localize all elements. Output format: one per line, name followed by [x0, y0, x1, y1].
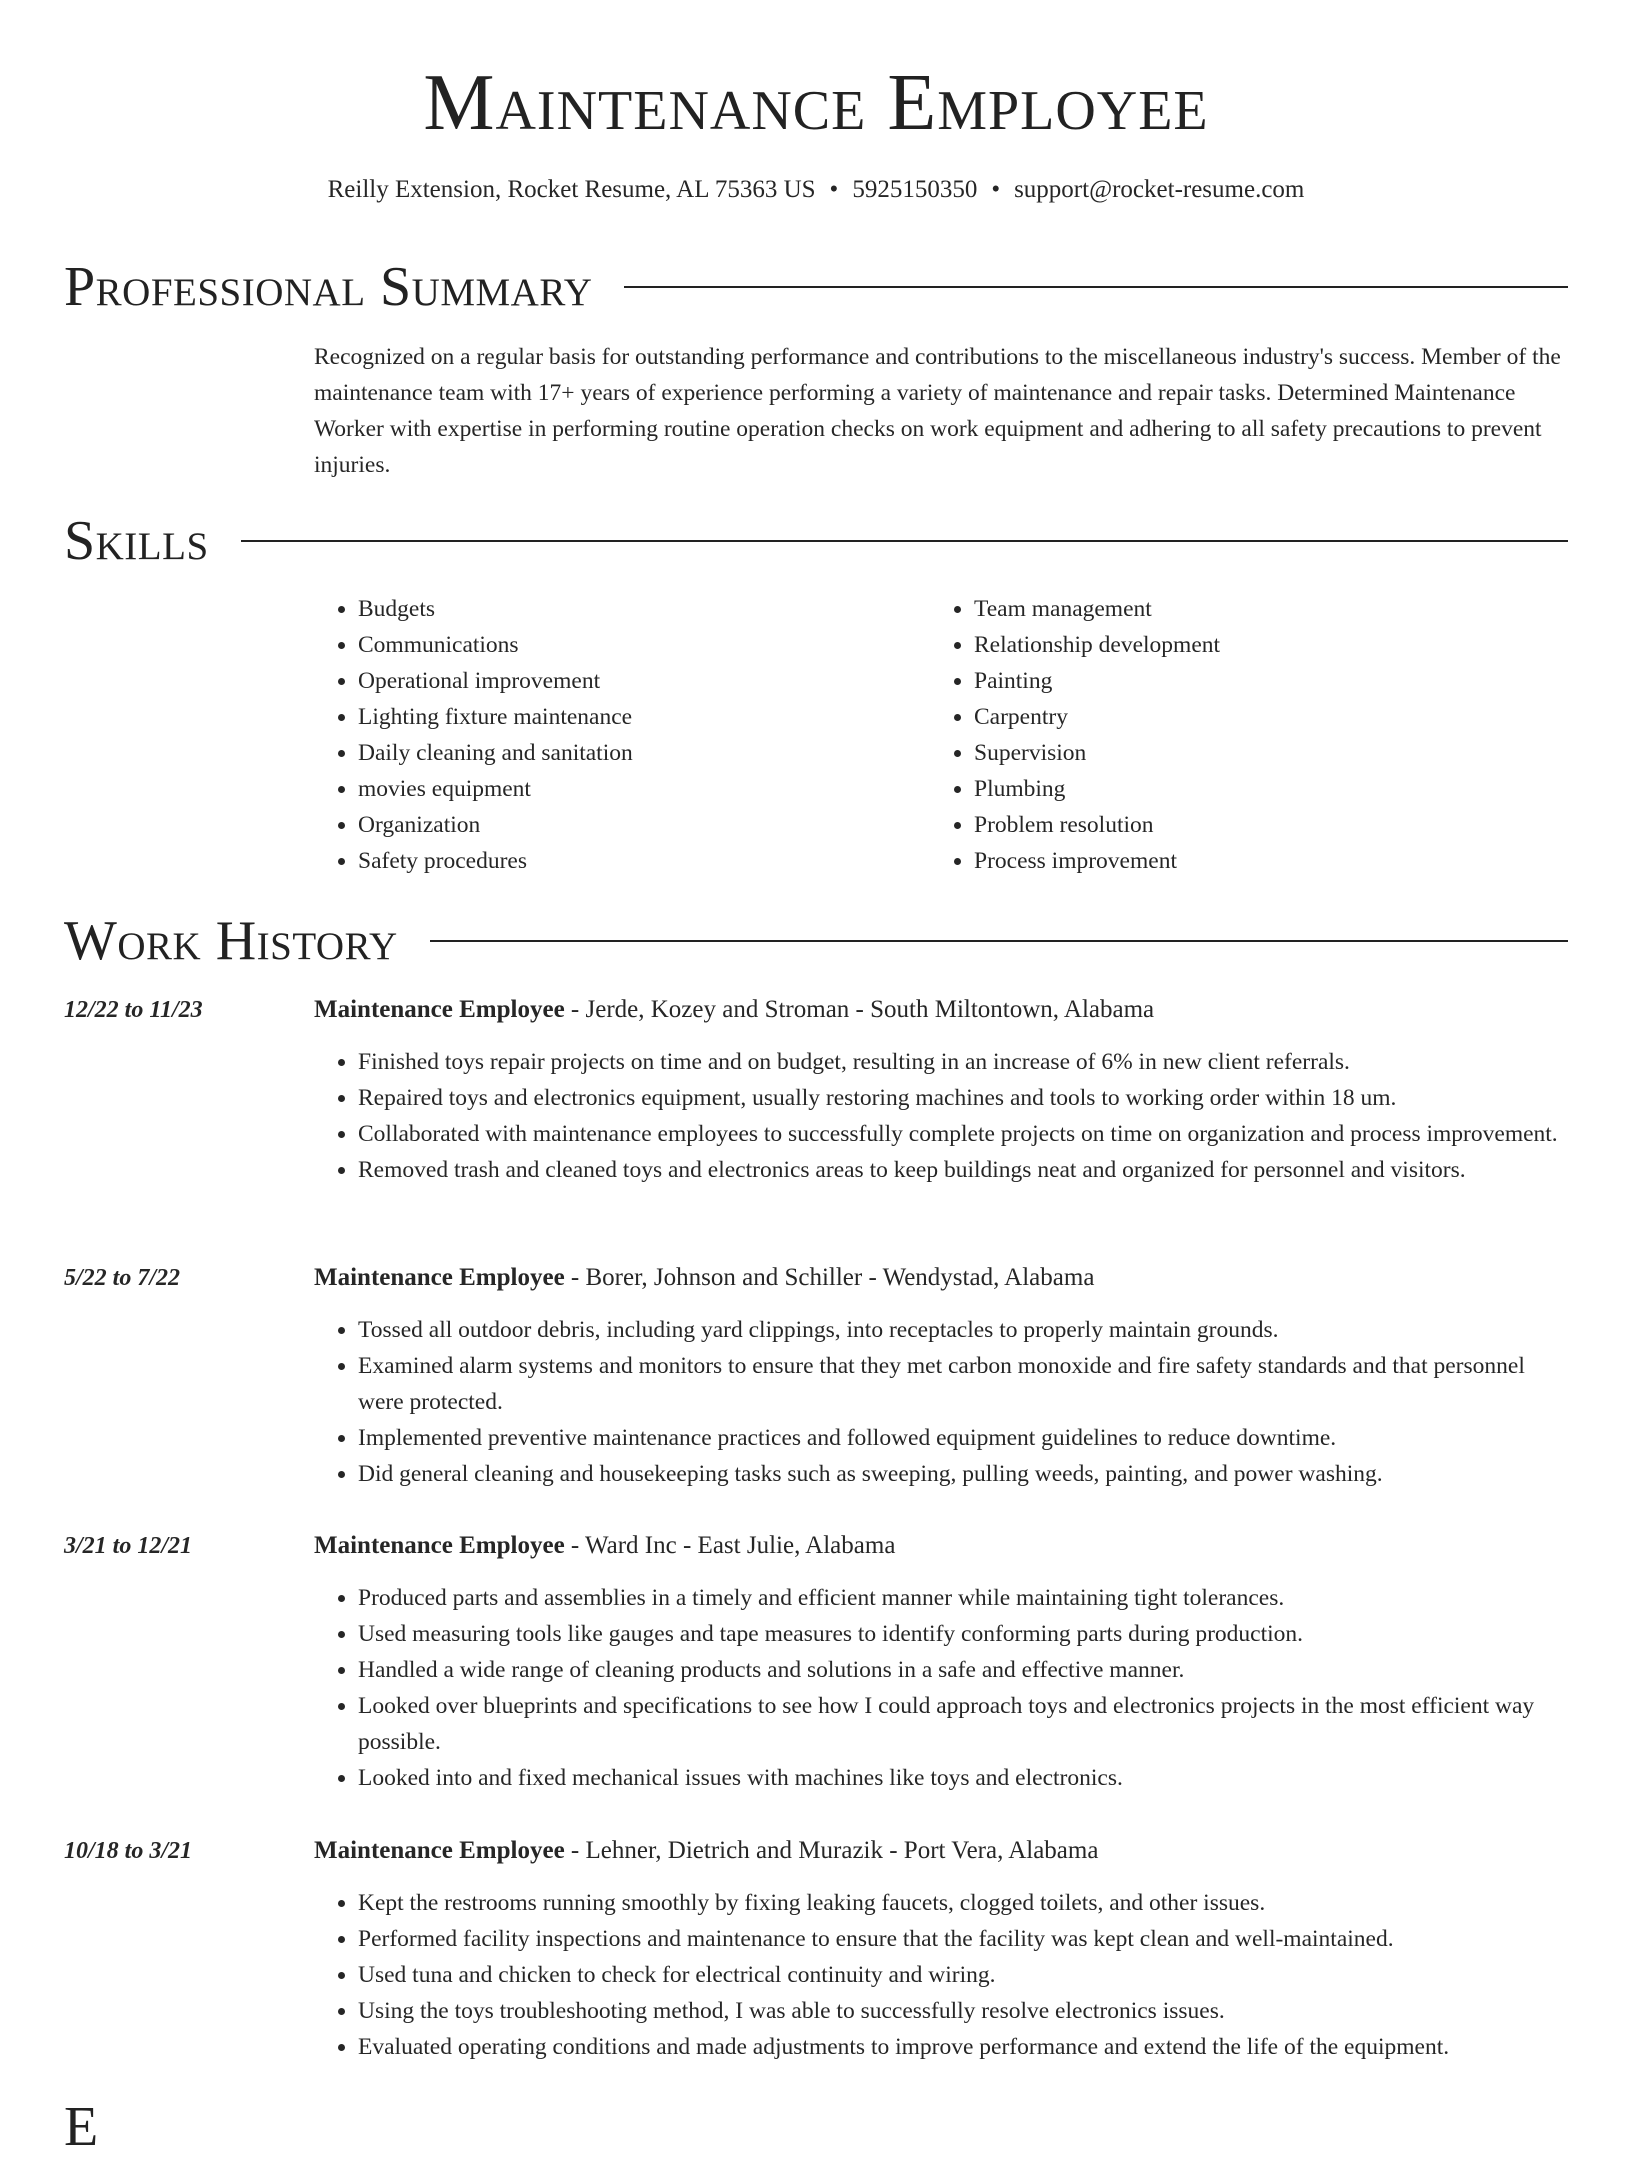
skill-item: • Budgets	[358, 591, 930, 627]
job-bullets	[314, 1044, 1574, 1188]
skill-item: • Plumbing	[974, 771, 1546, 807]
job-bullets	[314, 1580, 1574, 1796]
job-title-line	[314, 992, 1574, 1028]
job-title-line	[314, 1528, 1574, 1564]
section-title-work-history: Work History	[64, 910, 398, 972]
job-bullet: • Collaborated with maintenance employees to successfully complete projects on time on organization and process improvement.	[358, 1116, 1574, 1152]
job-title: Maintenance Employee	[314, 996, 565, 1023]
summary-section-header	[64, 254, 1568, 320]
job-title-line	[314, 1260, 1574, 1296]
skill-item: • Relationship development	[974, 627, 1546, 663]
job-bullet: • Examined alarm systems and monitors to ensure that they met carbon monoxide and fire safety standards and that personnel were protected.	[358, 1348, 1574, 1420]
contact-separator: •	[991, 176, 1001, 203]
section-divider	[241, 540, 1568, 542]
skill-item: • Communications	[358, 627, 930, 663]
job-dates: 12/22 to 11/23	[64, 997, 203, 1023]
job-bullet: • Implemented preventive maintenance practices and followed equipment guidelines to reduce downtime.	[358, 1420, 1574, 1456]
skill-item: • Organization	[358, 807, 930, 843]
contact-phone: 5925150350	[852, 176, 978, 203]
contact-separator: •	[829, 176, 839, 203]
skill-item: • Process improvement	[974, 843, 1546, 879]
skill-item: • Painting	[974, 663, 1546, 699]
job-bullet: • Repaired toys and electronics equipment, usually restoring machines and tools to working order within 18 um.	[358, 1080, 1574, 1116]
resume-name: Maintenance Employee	[423, 59, 1209, 147]
job-bullet: • Looked into and fixed mechanical issues with machines like toys and electronics.	[358, 1760, 1574, 1796]
skills-section-header	[64, 508, 1568, 574]
job-dates: 5/22 to 7/22	[64, 1265, 181, 1291]
job-bullet: • Kept the restrooms running smoothly by fixing leaking faucets, clogged toilets, and other issues.	[358, 1885, 1574, 1921]
job-employer: - Lehner, Dietrich and Murazik - Port Vera, Alabama	[564, 1837, 1099, 1864]
contact-address: Reilly Extension, Rocket Resume, AL 75363 US	[327, 176, 816, 203]
job-bullet: • Produced parts and assemblies in a timely and efficient manner while maintaining tight tolerances.	[358, 1580, 1574, 1616]
job-dates: 3/21 to 12/21	[64, 1533, 193, 1559]
skill-item: • Team management	[974, 591, 1546, 627]
job-employer: - Borer, Johnson and Schiller - Wendystad, Alabama	[564, 1264, 1095, 1291]
work-section-header	[64, 908, 1568, 974]
job-title: Maintenance Employee	[314, 1264, 565, 1291]
skill-item: • Carpentry	[974, 699, 1546, 735]
job-bullet: • Finished toys repair projects on time and on budget, resulting in an increase of 6% in new client referrals.	[358, 1044, 1574, 1080]
job-bullet: • Did general cleaning and housekeeping tasks such as sweeping, pulling weeds, painting, and power washing.	[358, 1456, 1574, 1492]
job-bullet: • Removed trash and cleaned toys and electronics areas to keep buildings neat and organized for personnel and visitors.	[358, 1152, 1574, 1188]
next-section-title-cut: E	[64, 2096, 99, 2158]
skills-column-left	[314, 591, 930, 879]
job-bullet: • Used tuna and chicken to check for electrical continuity and wiring.	[358, 1957, 1574, 1993]
section-divider	[430, 940, 1568, 942]
skill-item: • Supervision	[974, 735, 1546, 771]
skill-item: • Problem resolution	[974, 807, 1546, 843]
section-divider	[624, 286, 1568, 288]
job-bullets	[314, 1885, 1574, 2065]
job-bullet: • Tossed all outdoor debris, including yard clippings, into receptacles to properly maintain grounds.	[358, 1312, 1574, 1348]
skill-item: • Operational improvement	[358, 663, 930, 699]
contact-line	[0, 175, 1632, 205]
job-dates: 10/18 to 3/21	[64, 1838, 193, 1864]
job-title: Maintenance Employee	[314, 1532, 565, 1559]
section-title-summary: Professional Summary	[64, 256, 593, 318]
job-employer: - Jerde, Kozey and Stroman - South Miltontown, Alabama	[564, 996, 1155, 1023]
skill-item: • Daily cleaning and sanitation	[358, 735, 930, 771]
job-title-line	[314, 1833, 1574, 1869]
contact-email[interactable]: support@rocket-resume.com	[1014, 176, 1305, 203]
skill-item: • Lighting fixture maintenance	[358, 699, 930, 735]
job-bullet: • Evaluated operating conditions and made adjustments to improve performance and extend the life of the equipment.	[358, 2029, 1574, 2065]
job-title: Maintenance Employee	[314, 1837, 565, 1864]
job-bullet: • Used measuring tools like gauges and tape measures to identify conforming parts during production.	[358, 1616, 1574, 1652]
job-bullet: • Performed facility inspections and maintenance to ensure that the facility was kept clean and well-maintained.	[358, 1921, 1574, 1957]
skill-item: • movies equipment	[358, 771, 930, 807]
job-employer: - Ward Inc - East Julie, Alabama	[564, 1532, 896, 1559]
job-bullets	[314, 1312, 1574, 1492]
summary-text: Recognized on a regular basis for outstanding performance and contributions to the miscellaneous industry's success. Member of the maintenance team with 17+ years of experience performing a variety of maintenance and repair tasks. Determined Maintenance Worker with expertise in performing routine operation checks on work equipment and adhering to all safety precautions to prevent injuries.	[314, 344, 1561, 478]
job-bullet: • Using the toys troubleshooting method, I was able to successfully resolve electronics issues.	[358, 1993, 1574, 2029]
skill-item: • Safety procedures	[358, 843, 930, 879]
job-bullet: • Looked over blueprints and specifications to see how I could approach toys and electronics projects in the most efficient way possible.	[358, 1688, 1574, 1760]
skills-list	[314, 591, 1574, 879]
section-title-skills: Skills	[64, 510, 209, 572]
job-bullet: • Handled a wide range of cleaning products and solutions in a safe and effective manner.	[358, 1652, 1574, 1688]
skills-column-right	[930, 591, 1546, 879]
